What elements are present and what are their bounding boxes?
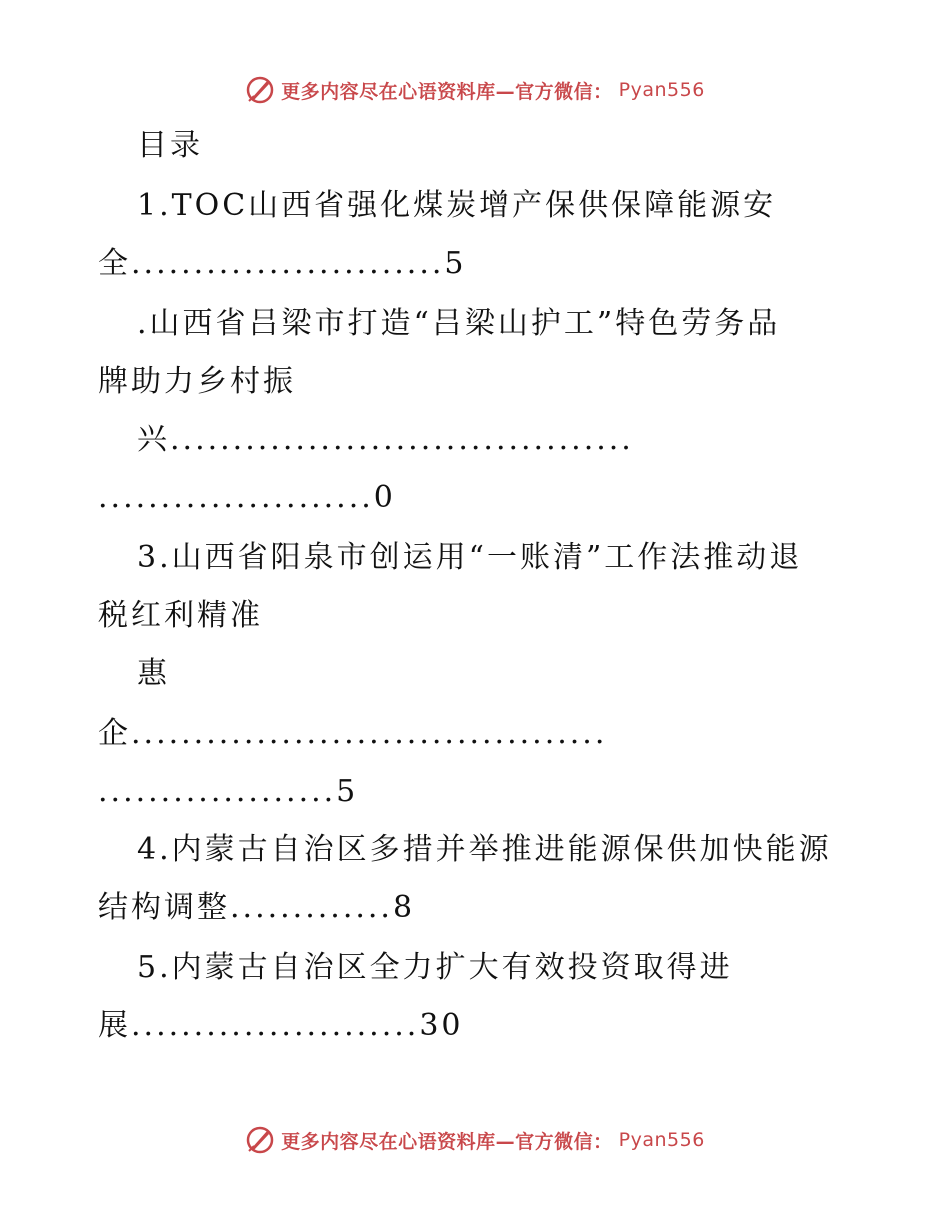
toc-entry-2-cont2[interactable]: 兴..................................... xyxy=(137,422,634,457)
watermark-wechat-id: Pyan556 xyxy=(618,79,705,101)
toc-entry-4-cont[interactable]: 结构调整.............8 xyxy=(98,890,416,925)
watermark-text: 更多内容尽在心语资料库—官方微信： xyxy=(281,80,613,103)
feather-pen-logo-icon xyxy=(245,75,275,105)
toc-entry-3-cont2[interactable]: 惠 xyxy=(137,656,170,691)
toc-entry-5[interactable]: 5.内蒙古自治区全力扩大有效投资取得进 xyxy=(137,950,733,985)
toc-entry-1[interactable]: 1.TOC山西省强化煤炭增产保供保障能源安 xyxy=(137,188,777,223)
toc-entry-2-cont[interactable]: 牌助力乡村振 xyxy=(98,364,296,399)
toc-title: 目录 xyxy=(137,128,203,163)
toc-entry-4[interactable]: 4.内蒙古自治区多措并举推进能源保供加快能源 xyxy=(137,832,832,867)
toc-entry-2[interactable]: .山西省吕梁市打造“吕梁山护工”特色劳务品 xyxy=(137,306,781,341)
watermark-wechat-id: Pyan556 xyxy=(618,1129,705,1151)
toc-entry-3[interactable]: 3.山西省阳泉市创运用“一账清”工作法推动退 xyxy=(137,540,803,575)
toc-entry-3-cont[interactable]: 税红利精准 xyxy=(98,598,263,633)
feather-pen-logo-icon xyxy=(245,1125,275,1155)
toc-entry-1-cont[interactable]: 全.........................5 xyxy=(98,246,467,281)
watermark-text: 更多内容尽在心语资料库—官方微信： xyxy=(281,1130,613,1153)
toc-entry-3-cont3[interactable]: 企...................................... xyxy=(98,716,608,751)
toc-entry-2-cont3[interactable]: ......................0 xyxy=(98,480,396,515)
toc-entry-3-cont4[interactable]: ...................5 xyxy=(98,774,359,809)
watermark-footer xyxy=(0,1120,950,1160)
toc-entry-5-cont[interactable]: 展.......................30 xyxy=(98,1008,464,1043)
watermark-header xyxy=(0,70,950,110)
